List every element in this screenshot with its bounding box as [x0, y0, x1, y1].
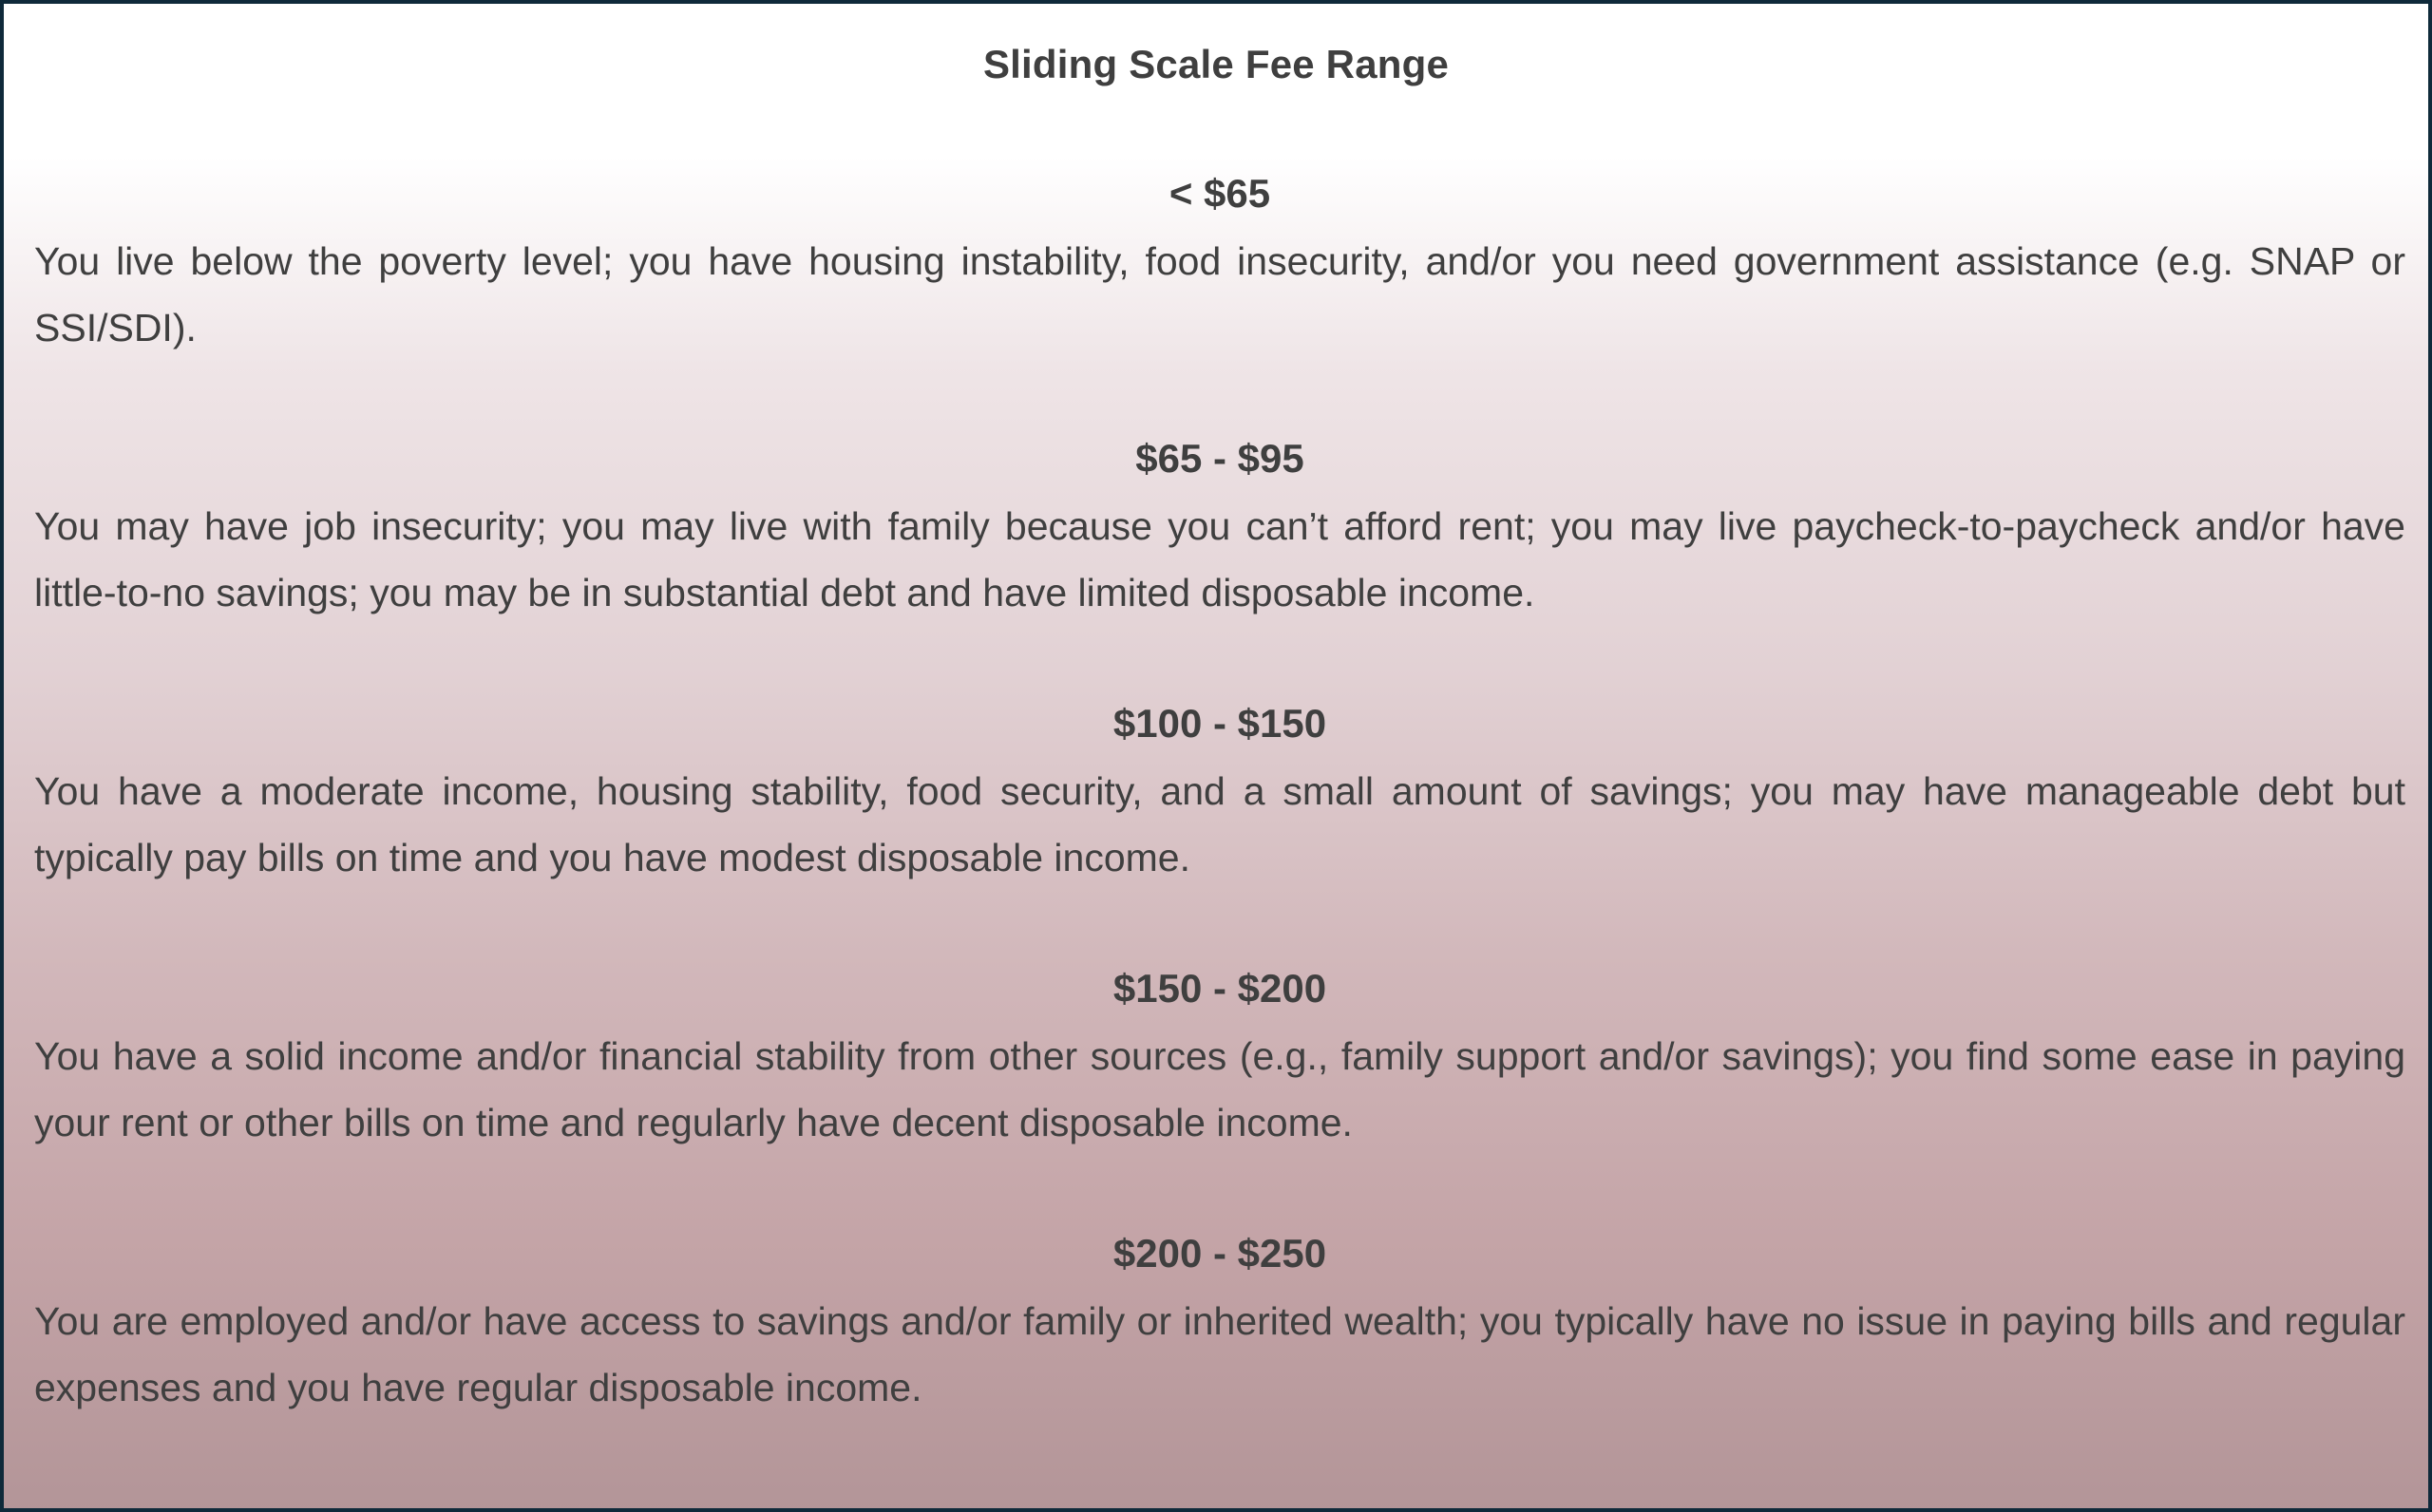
tier-description: You have a solid income and/or financial stability from other sources (e.g., family support and/or savings); you find some ease in paying your rent or other bills on time and regularly have decent disposable income.: [34, 1034, 2405, 1144]
tier-description: You live below the poverty level; you have housing instability, food insecurity, and/or you need government assistance (e.g. SNAP or SSI/SDI).: [34, 239, 2405, 350]
fee-tier: [34, 1225, 2405, 1421]
tier-description: You may have job insecurity; you may live with family because you can’t afford rent; you may live paycheck-to-paycheck and/or have little-to-no savings; you may be in substantial debt and have limited disposable income.: [34, 504, 2405, 614]
tier-range: $100 - $150: [1112, 701, 1327, 746]
tier-range: $200 - $250: [1112, 1231, 1327, 1276]
fee-tier: [34, 165, 2405, 361]
page-title: Sliding Scale Fee Range: [982, 42, 1450, 86]
tier-description: You are employed and/or have access to savings and/or family or inherited wealth; you typically have no issue in paying bills and regular expenses and you have regular disposable income.: [34, 1299, 2405, 1409]
tier-range: < $65: [1168, 171, 1271, 216]
fee-tier: [34, 960, 2405, 1156]
fee-tier: [34, 430, 2405, 626]
fee-tier: [34, 695, 2405, 891]
tier-range: $150 - $200: [1112, 966, 1327, 1011]
tier-description: You have a moderate income, housing stability, food security, and a small amount of savings; you may have manageable debt but typically pay bills on time and you have modest disposable income.: [34, 769, 2405, 879]
tier-range: $65 - $95: [1135, 436, 1304, 481]
